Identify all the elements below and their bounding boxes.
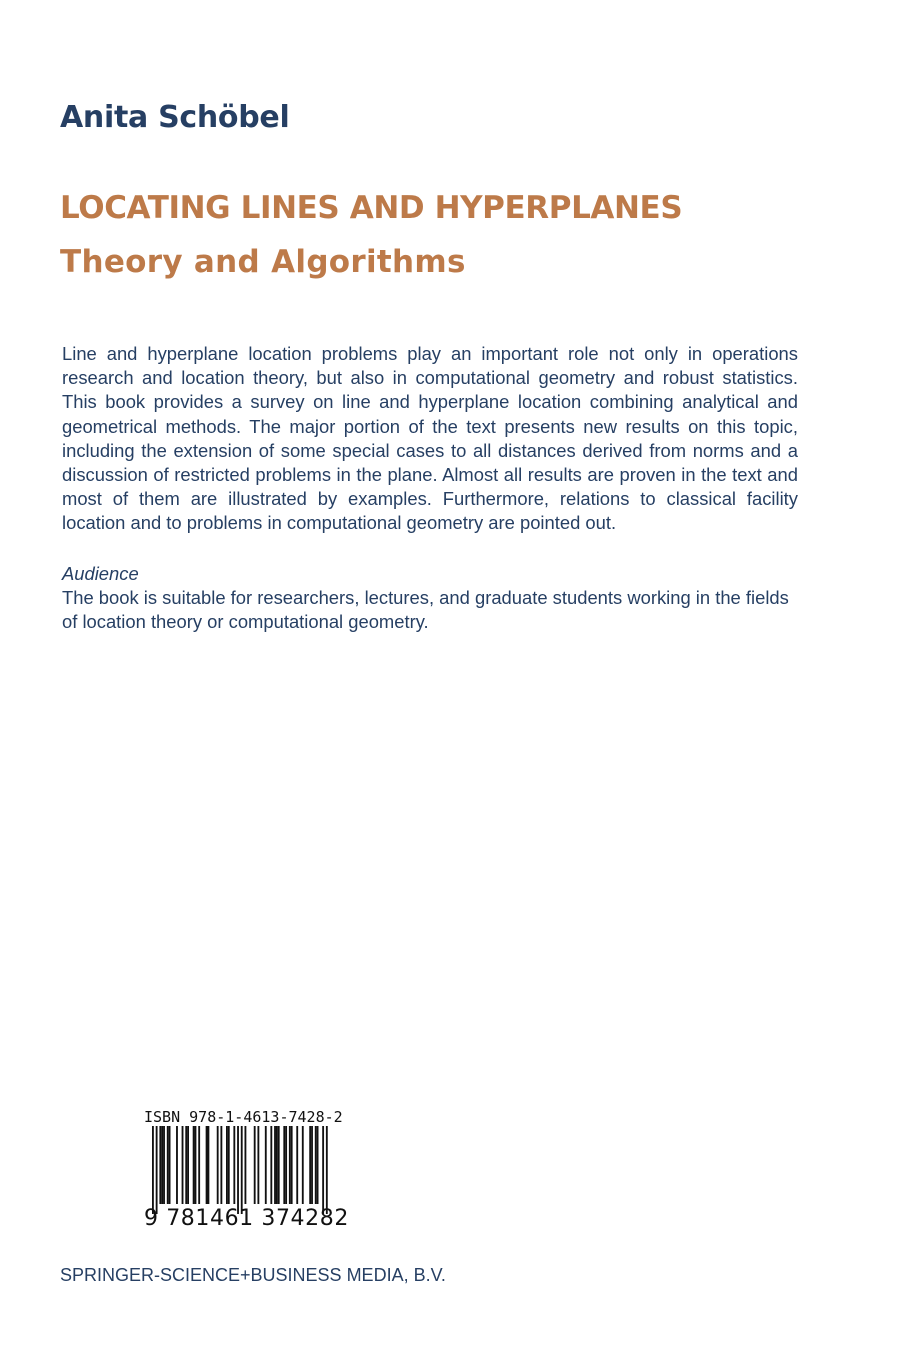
audience-description: The book is suitable for researchers, lectures, and graduate students working in the fields of location theory or computational geometry. bbox=[62, 587, 789, 633]
book-subtitle: Theory and Algorithms bbox=[60, 244, 466, 280]
barcode-bar bbox=[254, 1126, 256, 1204]
barcode-bar bbox=[217, 1126, 219, 1204]
barcode-bar bbox=[302, 1126, 304, 1204]
barcode-bar bbox=[315, 1126, 317, 1204]
barcode-guard-bar bbox=[152, 1126, 154, 1214]
book-title: LOCATING LINES AND HYPERPLANES bbox=[60, 190, 683, 226]
barcode-guard-bar bbox=[322, 1126, 324, 1214]
book-summary: Line and hyperplane location problems play an important role not only in operations research and location theory, but also in computational geometry and robust statistics. This book provides a survey on line and hyperplane location combining analytical and geometrical methods. The major portion of the text presents new results on this topic, including the extension of some special cases to all distances derived from norms and a discussion of restricted problems in the plane. Almost all results are proven in the text and most of them are illustrated by examples. Furthermore, relations to classical facility location and to problems in computational geometry are pointed out. bbox=[62, 343, 798, 534]
barcode-bar bbox=[182, 1126, 184, 1204]
barcode-digits: 9 781461 374282 bbox=[144, 1206, 349, 1231]
barcode-bar bbox=[274, 1126, 276, 1204]
barcode-guard-bar bbox=[241, 1126, 243, 1214]
barcode-bar bbox=[265, 1126, 267, 1204]
barcode-bar bbox=[163, 1126, 165, 1204]
barcode-bar bbox=[245, 1126, 247, 1204]
barcode-bar bbox=[296, 1126, 298, 1204]
publisher-name: SPRINGER-SCIENCE+BUSINESS MEDIA, B.V. bbox=[60, 1265, 446, 1285]
barcode-bar bbox=[289, 1126, 291, 1204]
barcode-bar bbox=[257, 1126, 259, 1204]
author-name: Anita Schöbel bbox=[60, 100, 290, 135]
barcode-bar bbox=[159, 1126, 161, 1204]
barcode-bar bbox=[291, 1126, 293, 1204]
barcode-bar bbox=[285, 1126, 287, 1204]
barcode-bar bbox=[185, 1126, 187, 1204]
barcode-bar bbox=[187, 1126, 189, 1204]
barcode-bar bbox=[270, 1126, 272, 1204]
barcode-bar bbox=[195, 1126, 197, 1204]
barcode-guard-bar bbox=[326, 1126, 328, 1214]
barcode-bar bbox=[169, 1126, 171, 1204]
barcode-bar bbox=[228, 1126, 230, 1204]
barcode-bar bbox=[233, 1126, 235, 1204]
barcode-bar bbox=[208, 1126, 210, 1204]
audience-heading: Audience bbox=[62, 563, 139, 584]
barcode-bar bbox=[283, 1126, 285, 1204]
barcode-bar bbox=[226, 1126, 228, 1204]
isbn-label: ISBN 978-1-4613-7428-2 bbox=[144, 1108, 343, 1126]
barcode-bar bbox=[198, 1126, 200, 1204]
barcode-bar bbox=[278, 1126, 280, 1204]
barcode-bar bbox=[317, 1126, 319, 1204]
barcode-guard-bar bbox=[156, 1126, 158, 1214]
isbn-barcode bbox=[140, 1108, 370, 1233]
barcode-bar bbox=[220, 1126, 222, 1204]
barcode-bar bbox=[193, 1126, 195, 1204]
barcode-bar bbox=[167, 1126, 169, 1204]
barcode-bar bbox=[309, 1126, 311, 1204]
barcode-guard-bar bbox=[237, 1126, 239, 1214]
barcode-bar bbox=[276, 1126, 278, 1204]
barcode-bars bbox=[140, 1126, 350, 1216]
barcode-bar bbox=[206, 1126, 208, 1204]
barcode-bar bbox=[176, 1126, 178, 1204]
barcode-bar bbox=[311, 1126, 313, 1204]
barcode-bar bbox=[161, 1126, 163, 1204]
